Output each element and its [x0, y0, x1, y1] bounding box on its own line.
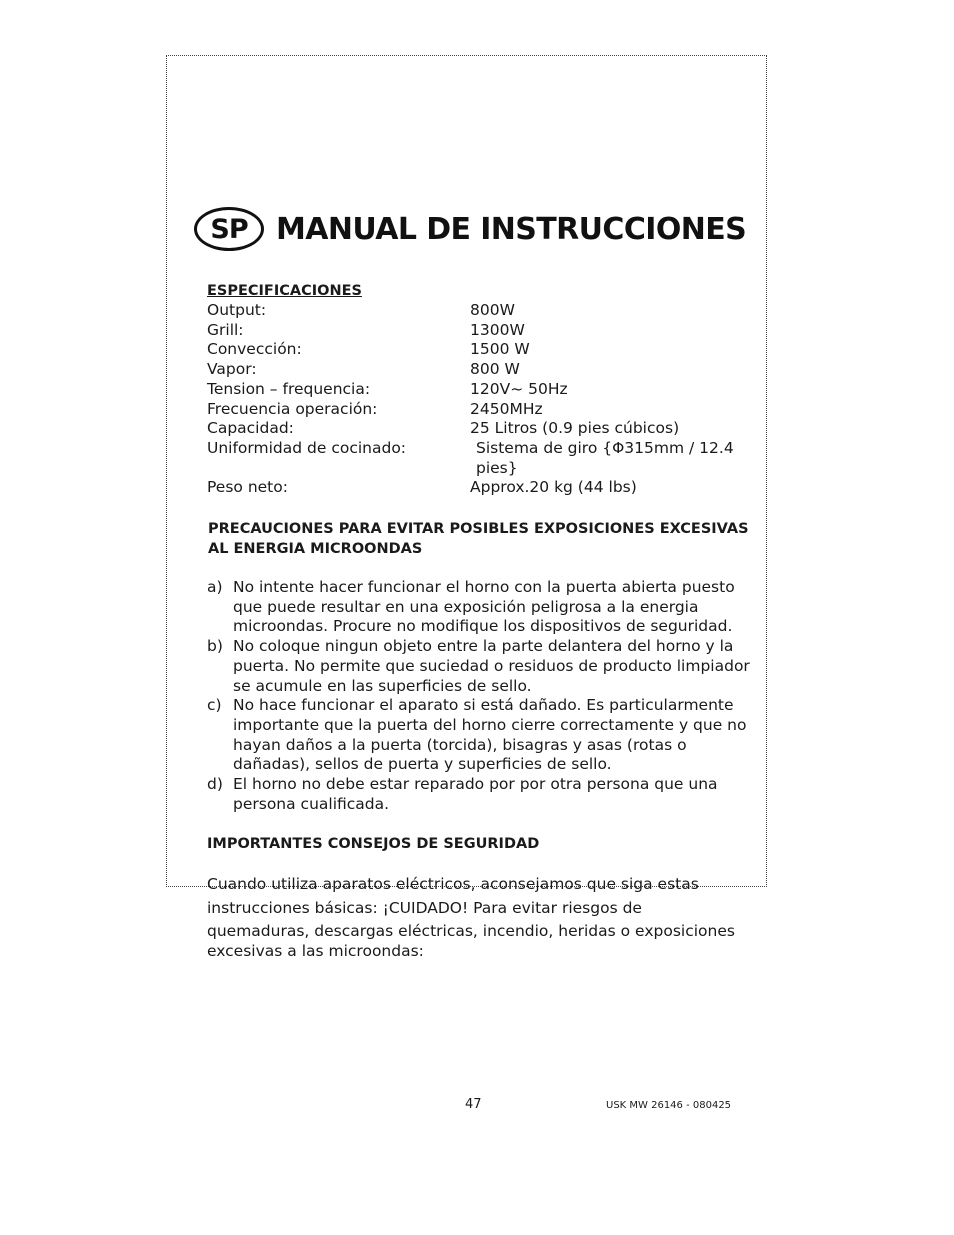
spec-label: Vapor: [207, 360, 257, 379]
list-item [207, 696, 767, 775]
spec-value: 800W [470, 301, 515, 319]
spec-row [207, 400, 746, 420]
spec-value: 1300W [470, 320, 525, 339]
spec-row [207, 321, 746, 341]
list-item [207, 775, 767, 814]
list-item [207, 578, 767, 637]
document-code: USK MW 26146 - 080425 [606, 1100, 732, 1111]
safety-line: excesivas a las microondas: [207, 942, 424, 961]
page-number: 47 [465, 1097, 482, 1112]
spec-row [207, 419, 746, 439]
spec-row [207, 301, 746, 321]
spec-value: 2450MHz [470, 399, 543, 418]
manual-title: MANUAL DE INSTRUCCIONES [276, 211, 747, 247]
safety-line: Cuando utiliza aparatos eléctricos, aconsejamos que siga estas [207, 875, 699, 893]
list-marker: b) [207, 637, 223, 656]
list-text: No intente hacer funcionar el horno con la puerta abierta puesto que puede resultar en una exposición peligrosa a la energia microondas. Procure no modifique los dispositivos de seguridad. [233, 578, 735, 636]
list-item [207, 637, 767, 696]
list-text: El horno no debe estar reparado por por otra persona que una persona cualificada. [233, 775, 718, 813]
specifications-table [207, 301, 746, 498]
spec-row [207, 360, 746, 380]
spec-value: 25 Litros (0.9 pies cúbicos) [470, 419, 680, 438]
safety-line: instrucciones básicas: ¡CUIDADO! Para evitar riesgos de [207, 898, 642, 917]
safety-heading: IMPORTANTES CONSEJOS DE SEGURIDAD [207, 836, 540, 852]
list-text: No coloque ningun objeto entre la parte delantera del horno y la puerta. No permite que suciedad o residuos de producto limpiador se acumule en las superficies de sello. [233, 637, 750, 695]
specifications-heading: ESPECIFICACIONES [207, 283, 362, 299]
precautions-list [207, 578, 767, 814]
spec-row [207, 478, 746, 498]
spec-value: 120V~ 50Hz [470, 379, 568, 398]
spec-label: Frecuencia operación: [207, 399, 378, 418]
list-marker: c) [207, 696, 222, 715]
spec-row [207, 340, 746, 360]
spec-label: Output: [207, 301, 267, 319]
spec-label: Capacidad: [207, 419, 294, 438]
precautions-heading: PRECAUCIONES PARA EVITAR POSIBLES EXPOSICIONES EXCESIVAS AL ENERGIA MICROONDAS [208, 521, 749, 557]
spec-value: 800 W [470, 360, 520, 379]
spec-label: Convección: [207, 340, 302, 359]
list-marker: a) [207, 578, 223, 596]
spec-value: Sistema de giro {Φ315mm / 12.4 pies} [476, 438, 734, 477]
spec-row [207, 380, 746, 400]
spec-value: Approx.20 kg (44 lbs) [470, 478, 637, 497]
spec-row [207, 439, 746, 478]
safety-line: quemaduras, descargas eléctricas, incendio, heridas o exposiciones [207, 922, 735, 941]
spec-label: Peso neto: [207, 478, 288, 497]
spec-label: Tension – frequencia: [207, 379, 371, 398]
list-marker: d) [207, 775, 223, 794]
list-text: No hace funcionar el aparato si está dañado. Es particularmente importante que la puerta del horno cierre correctamente y que no hayan daños a la puerta (torcida), bisagras y asas (rotas o dañadas), sellos de puerta y superficies de sello. [233, 696, 747, 774]
page-title [194, 204, 746, 254]
spec-label: Grill: [207, 320, 244, 339]
spec-label: Uniformidad de cocinado: [207, 438, 407, 457]
safety-paragraph [207, 875, 767, 962]
language-badge: SP [194, 207, 264, 251]
spec-value: 1500 W [470, 340, 530, 359]
